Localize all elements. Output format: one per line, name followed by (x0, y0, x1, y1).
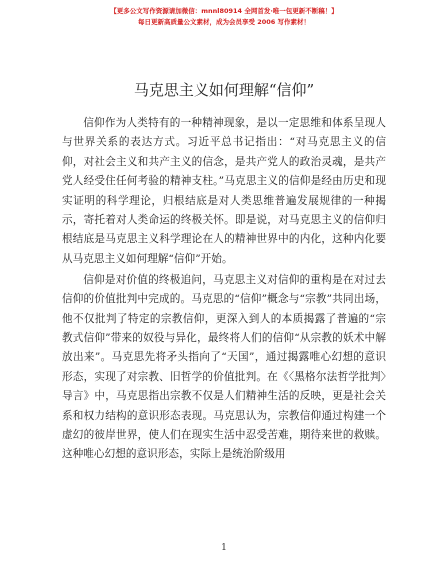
document-body (62, 114, 386, 466)
page-number: 1 (221, 543, 227, 553)
paragraph-1: 信仰作为人类特有的一种精神现象，是以一定思维和体系呈现人与世界关系的表达方式。习近平总书记指出：“对马克思主义的信仰，对社会主义和共产主义的信念，是共产党人的政治灵魂，是共产党人经受住任何考验的精神支柱。”马克思主义的信仰是经由历史和现实证明的科学理论，归根结底是对人类思维普遍发展规律的一种揭示，寄托着对人类命运的终极关怀。即是说，对马克思主义的信仰归根结底是马克思主义科学理论在人的精神世界中的内化，这种内化要从马克思主义如何理解“信仰”开始。 (62, 117, 386, 265)
promo-banner-line-2: 每日更新高质量公文素材，成为会员享受 2006 写作素材！ (137, 18, 311, 26)
promo-banner (0, 6, 448, 28)
paragraph-2: 信仰是对价值的终极追问，马克思主义对信仰的重构是在对过去信仰的价值批判中完成的。马克思的“信仰”概念与“宗教”共同出场，他不仅批判了特定的宗教信仰，更深入到人的本质揭露了普遍的“宗教式信仰”带来的奴役与异化，最终将人们的信仰“从宗教的妖术中解放出来”。马克思先将矛头指向了“天国”，通过揭露唯心幻想的意识形态，实现了对宗教、旧哲学的价值批判。在《〈黑格尔法哲学批判〉导言》中，马克思指出宗教不仅是人们精神生活的反映，更是社会关系和权力结构的意识形态表现。马克思认为，宗教信仰通过构建一个虚幻的彼岸世界，使人们在现实生活中忍受苦难，期待来世的救赎。这种唯心幻想的意识形态，实际上是统治阶级用 (62, 273, 386, 461)
document-title: 马克思主义如何理解“信仰” (133, 81, 315, 99)
promo-banner-line-1: 【更多公文写作资源请加微信：mnnl80914 全网首发·唯一包更新不断稿！】 (110, 7, 338, 15)
